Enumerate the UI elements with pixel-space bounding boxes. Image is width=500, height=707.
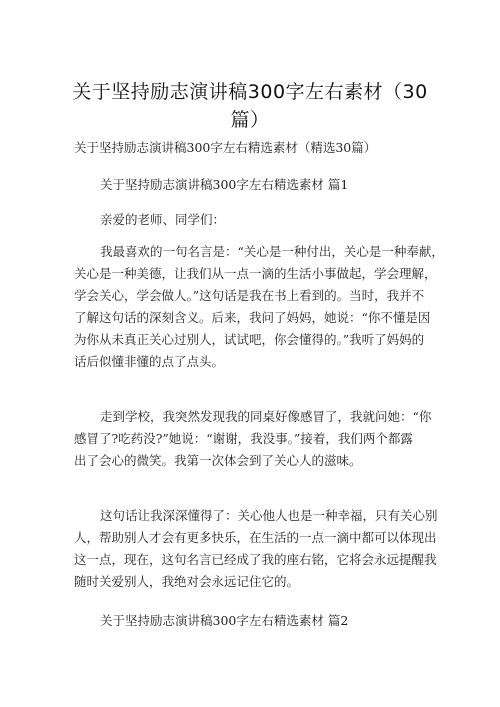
section-heading-1: 关于坚持励志演讲稿300字左右精选素材 篇1 [100,177,349,192]
paragraph-3-line: 这句话让我深深懂得了：关心他人也是一种幸福，只有关心别 [100,508,438,523]
title-line-1: 关于坚持励志演讲稿300字左右素材（30 [72,81,428,103]
paragraph-2-line: 走到学校，我突然发现我的同桌好像感冒了，我就问她：“你 [100,409,432,424]
paragraph-1 [74,241,444,373]
paragraph-2-line: 出了会心的微笑。我第一次体会到了关心人的滋味。 [74,453,362,468]
greeting: 亲爱的老师、同学们： [100,212,226,227]
paragraph-1-line: 关心是一种美德，让我们从一点一滴的生活小事做起，学会理解， [74,266,437,281]
paragraph-1-line: 我最喜欢的一句名言是：“关心是一种付出，关心是一种奉献， [100,244,444,259]
paragraph-3-line: 随时关爱别人，我绝对会永远记住它的。 [74,574,300,589]
paragraph-1-line: 话后似懂非懂的点了点头。 [74,354,225,369]
paragraph-3-line: 人，帮助别人才会有更多快乐，在生活的一点一滴中都可以体现出 [74,530,437,545]
section-heading-2: 关于坚持励志演讲稿300字左右精选素材 篇2 [100,613,349,628]
paragraph-1-line: 为你从未真正关心过别人，试试吧，你会懂得的。”我听了妈妈的 [74,332,425,347]
title-line-2: 篇） [230,109,270,131]
paragraph-2 [74,406,431,472]
paragraph-2-line: 感冒了?吃药没?”她说：“谢谢，我没事。”接着，我们两个都露 [74,431,413,446]
document-title [60,78,440,134]
paragraph-3 [74,505,438,593]
paragraph-1-line: 了解这句话的深刻含义。后来，我问了妈妈，她说：“你不懂是因 [74,310,431,325]
paragraph-1-line: 学会关心，学会做人。”这句话是我在书上看到的。当时，我并不 [74,288,425,303]
paragraph-3-line: 这一点，现在，这句名言已经成了我的座右铭，它将会永远提醒我 [74,552,437,567]
document-subtitle: 关于坚持励志演讲稿300字左右精选素材（精选30篇） [74,140,377,155]
